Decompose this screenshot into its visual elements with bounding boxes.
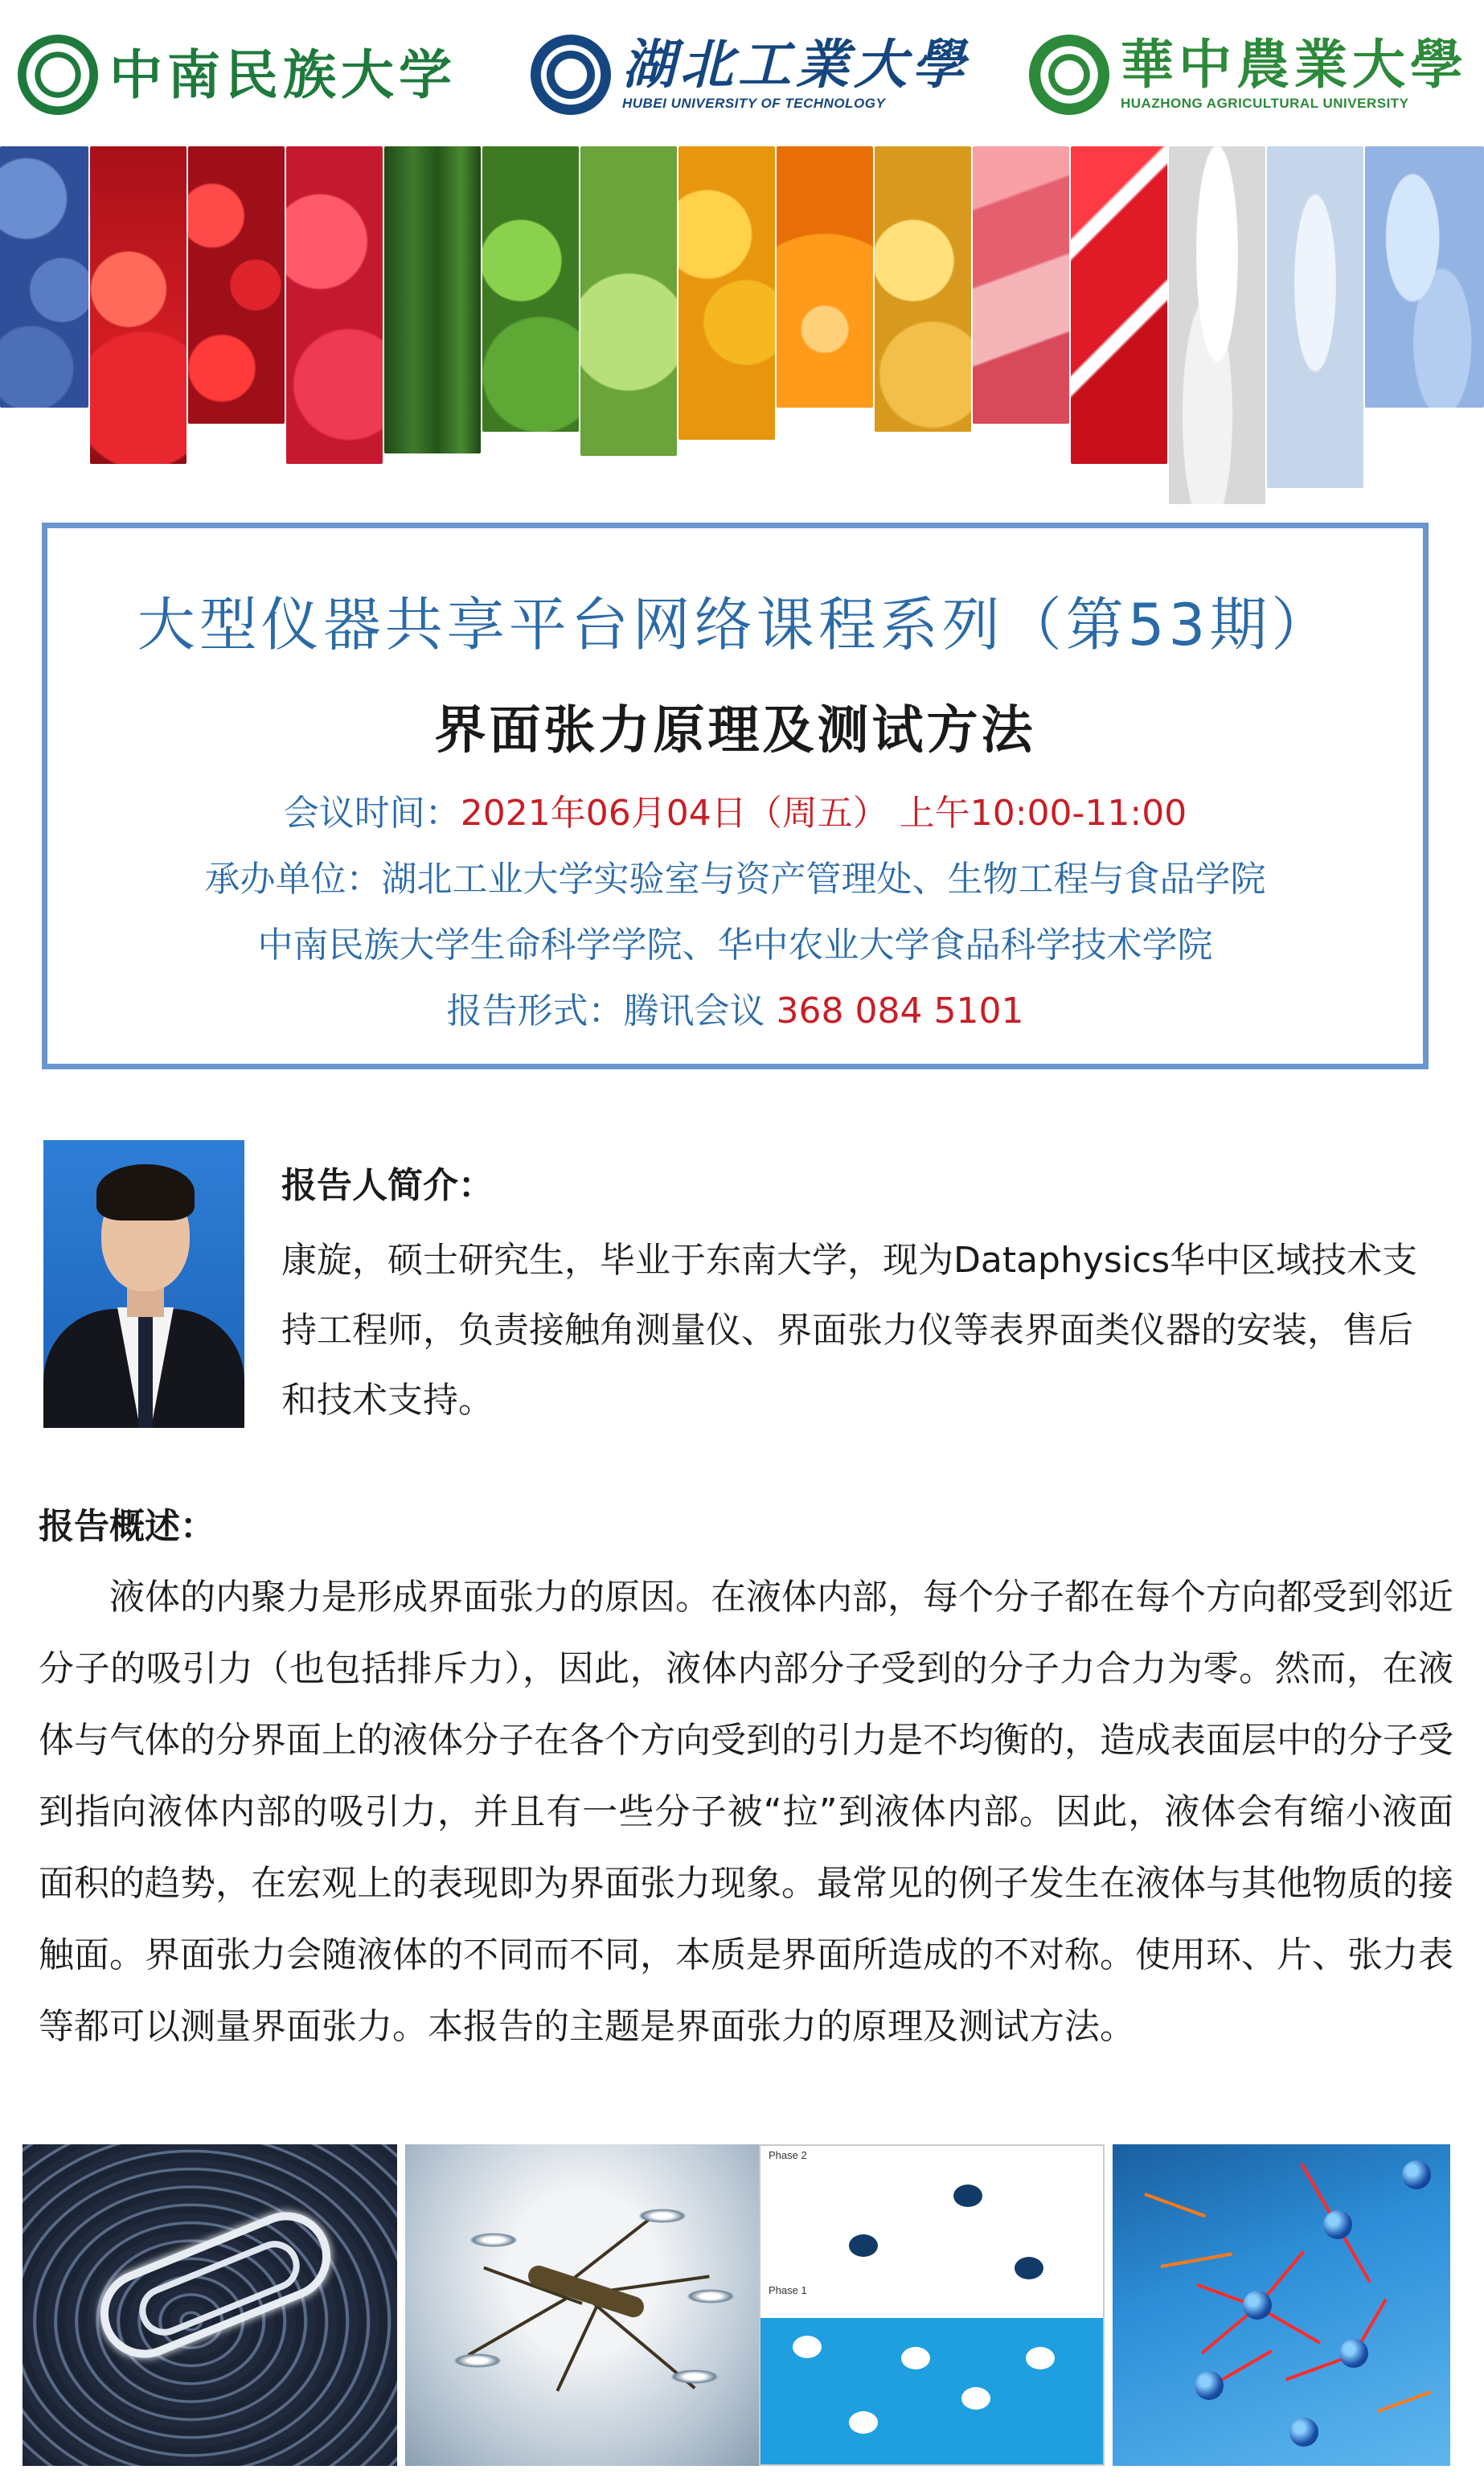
molecule-icon: [873, 2289, 902, 2312]
organizer-value-1: 湖北工业大学实验室与资产管理处、生物工程与食品学院: [381, 859, 1266, 900]
raspberries-image: [286, 146, 383, 464]
meeting-format: [47, 982, 1423, 1033]
university-name-cn: 中南民族大学: [109, 43, 457, 106]
meeting-time: [47, 784, 1423, 835]
logo-hubei-university-of-technology: [531, 31, 970, 119]
pink-tablets-image: [973, 146, 1069, 424]
blueberries-image: [0, 146, 88, 408]
speaker-portrait: [43, 1140, 244, 1428]
molecular-force-network-image: [1113, 2144, 1450, 2466]
molecule-icon: [929, 2289, 958, 2312]
red-capsules-image: [1071, 146, 1167, 464]
broccoli-image: [482, 146, 579, 432]
series-title: 大型仪器共享平台网络课程系列（第53期）: [137, 591, 1334, 658]
molecule-icon: [849, 2411, 878, 2434]
organizer-line-2: 中南民族大学生命科学学院、华中农业大学食品科学技术学院: [257, 925, 1213, 966]
food-and-pills-banner: [0, 146, 1484, 508]
orange-slice-image: [777, 146, 873, 408]
water-strider-image: [405, 2144, 759, 2466]
white-tablets-image: [1267, 146, 1363, 488]
organizer-line-1: [47, 850, 1423, 901]
university-logos: [0, 0, 1484, 145]
university-name-cn: 湖北工業大學: [622, 33, 970, 96]
molecule-icon: [1402, 2160, 1431, 2189]
speaker-bio: 康旋，硕士研究生，毕业于东南大学，现为Dataphysics华中区域技术支持工程师，负责接触角测量仪、界面张力仪等表界面类仪器的安装，售后和技术支持。: [281, 1240, 1418, 1421]
announcement-box: [42, 523, 1429, 1069]
organizer-label: 承办单位：: [204, 859, 382, 900]
format-value: 腾讯会议: [623, 991, 765, 1032]
paperclip-on-water-image: [23, 2144, 397, 2466]
molecule-icon: [793, 2336, 822, 2358]
university-name-en: HUBEI UNIVERSITY OF TECHNOLOGY: [622, 96, 886, 111]
molecule-icon: [1026, 2347, 1055, 2369]
softgel-capsules-image: [875, 146, 971, 432]
phase-2-label: Phase 2: [769, 2149, 807, 2161]
university-emblem-icon: [18, 35, 98, 115]
molecule-icon: [994, 2289, 1023, 2312]
yellow-berries-image: [678, 146, 775, 440]
logo-huazhong-agricultural-university: [1029, 31, 1468, 119]
white-pills-image: [1169, 146, 1265, 504]
meeting-id: 368 084 5101: [776, 991, 1024, 1032]
molecule-icon: [1323, 2210, 1352, 2239]
phase-1-label: Phase 1: [769, 2284, 807, 2296]
lettuce-image: [580, 146, 677, 456]
cranberries-image: [188, 146, 285, 424]
cucumber-image: [384, 146, 481, 453]
summary-body: 液体的内聚力是形成界面张力的原因。在液体内部，每个分子都在每个方向都受到邻近分子的吸引力（也包括排斥力），因此，液体内部分子受到的分子力合力为零。然而，在液体与气体的分界面上的液体分子在各个方向受到的引力是不均衡的，造成表面层中的分子受到指向液体内部的吸引力，并且有一些分子被“拉”到液体内部。因此，液体会有缩小液面面积的趋势，在宏观上的表现即为界面张力现象。最常见的例子发生在液体与其他物质的接触面。界面张力会随液体的不同而不同，本质是界面所造成的不对称。使用环、片、张力表等都可以测量界面张力。本报告的主题是界面张力的原理及测试方法。: [39, 1577, 1453, 2047]
molecule-icon: [849, 2234, 878, 2257]
university-emblem-icon: [1029, 35, 1109, 115]
molecule-icon: [953, 2185, 982, 2207]
phase-molecule-diagram: [759, 2144, 1105, 2466]
blue-pills-image: [1365, 146, 1484, 408]
university-name-cn: 華中農業大學: [1121, 33, 1468, 96]
molecule-icon: [1195, 2371, 1224, 2400]
logo-south-central-minzu-university: [18, 31, 457, 119]
meeting-time-label: 会议时间：: [283, 793, 461, 834]
cherries-image: [90, 146, 187, 464]
format-label: 报告形式：: [446, 991, 624, 1032]
university-emblem-icon: [531, 35, 611, 115]
talk-title: 界面张力原理及测试方法: [434, 701, 1036, 761]
university-name-en: HUAZHONG AGRICULTURAL UNIVERSITY: [1121, 96, 1409, 111]
molecule-icon: [1015, 2257, 1043, 2279]
molecule-icon: [1243, 2291, 1272, 2320]
molecule-icon: [961, 2387, 990, 2410]
molecule-icon: [1339, 2339, 1368, 2368]
meeting-time-value: 2021年06月04日（周五） 上午10:00-11:00: [460, 793, 1187, 834]
summary-heading: 报告概述：: [39, 1506, 215, 1547]
speaker-heading: 报告人简介：: [281, 1165, 494, 1206]
molecule-icon: [901, 2347, 930, 2369]
molecule-icon: [1289, 2418, 1318, 2447]
